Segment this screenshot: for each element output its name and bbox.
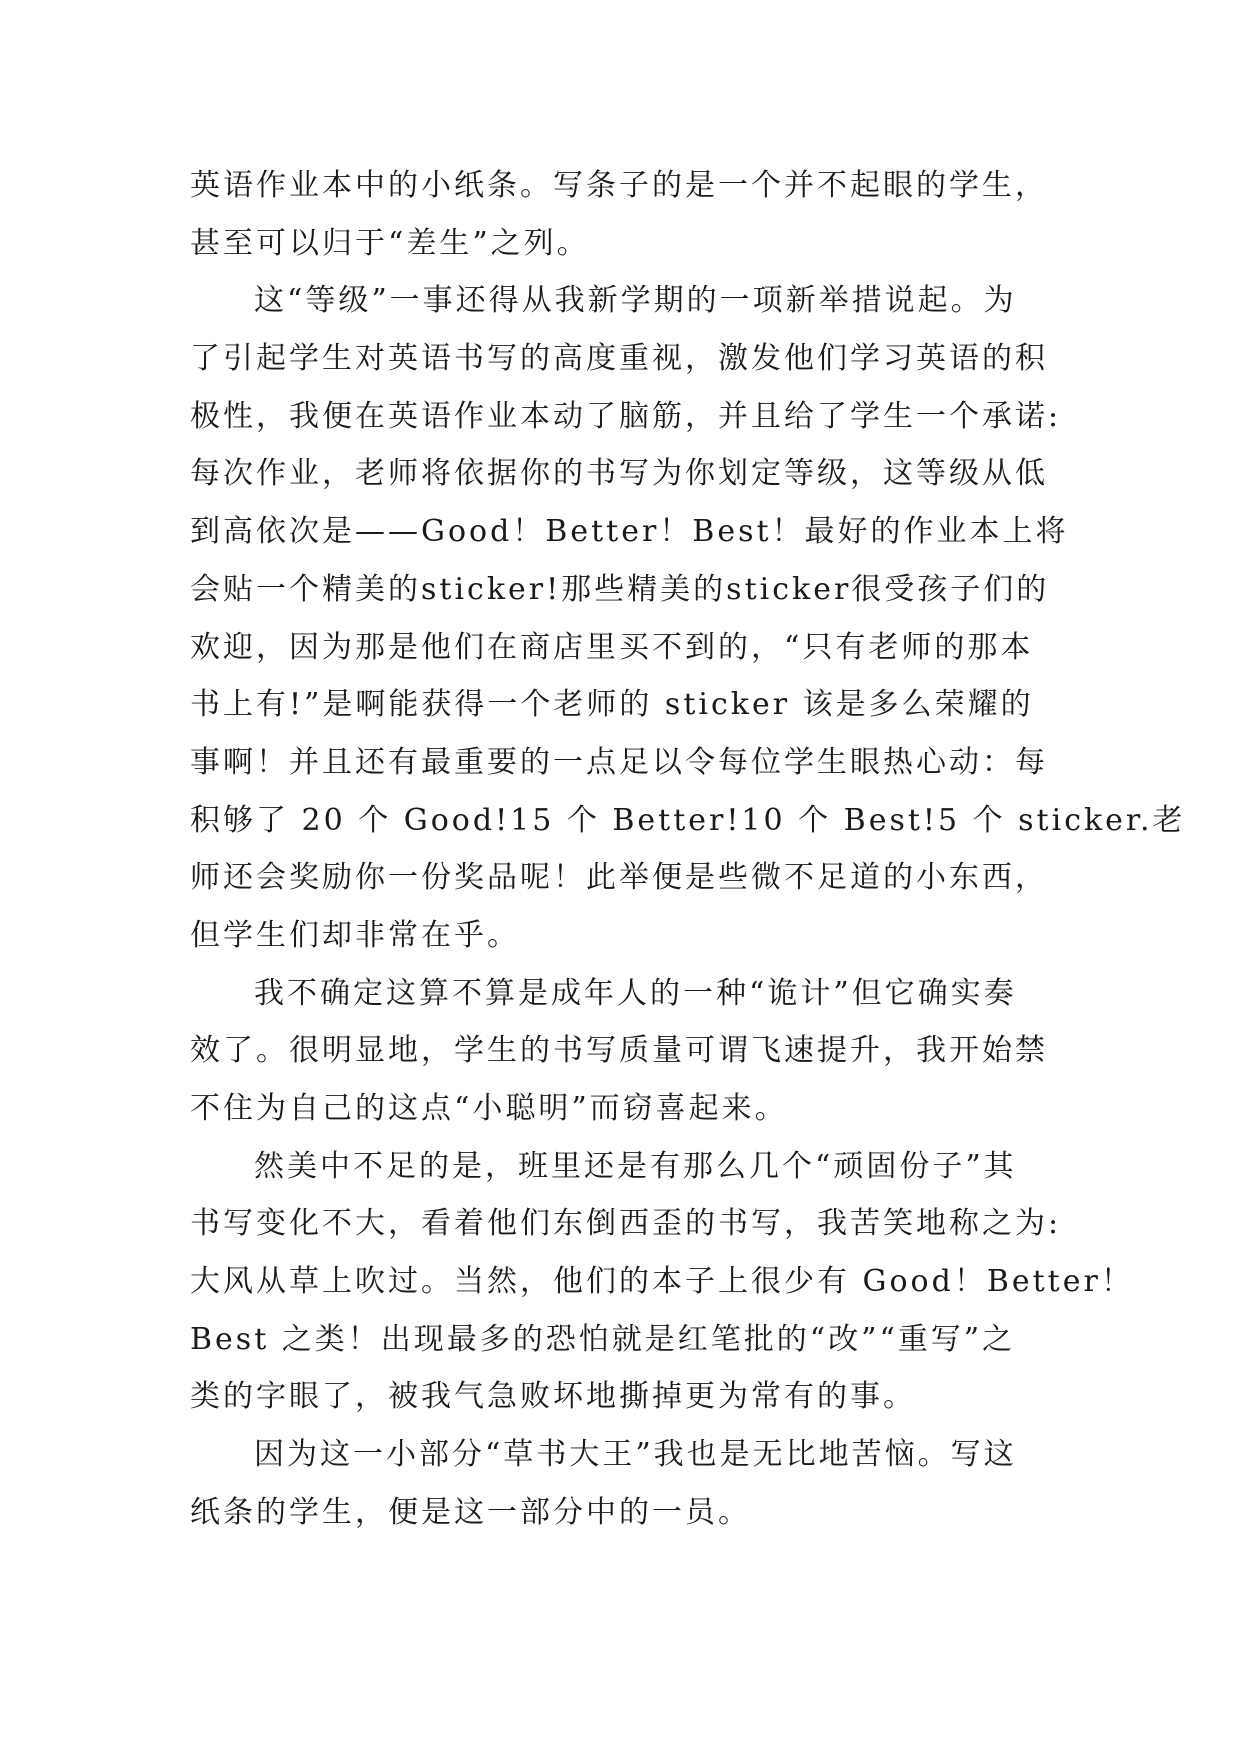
paragraph-start-line: 这“等级”一事还得从我新学期的一项新举措说起。为: [254, 283, 1017, 319]
text-line: 极性，我便在英语作业本动了脑筋，并且给了学生一个承诺:: [190, 398, 1062, 434]
text-line: 事啊！并且还有最重要的一点足以令每位学生眼热心动：每: [190, 744, 1048, 780]
text-line: 效了。很明显地，学生的书写质量可谓飞速提升，我开始禁: [190, 1033, 1048, 1069]
text-line: 类的字眼了，被我气急败坏地撕掉更为常有的事。: [190, 1379, 916, 1415]
text-line: 书写变化不大，看着他们东倒西歪的书写，我苦笑地称之为:: [190, 1206, 1062, 1242]
text-line: Best 之类！出现最多的恐怕就是红笔批的“改”“重写”之: [190, 1321, 1016, 1357]
text-line: 英语作业本中的小纸条。写条子的是一个并不起眼的学生，: [190, 168, 1048, 203]
text-line: 纸条的学生，便是这一部分中的一员。: [190, 1494, 751, 1530]
text-line: 师还会奖励你一份奖品呢！此举便是些微不足道的小东西，: [190, 860, 1048, 896]
paragraph-start-line: 因为这一小部分“草书大王”我也是无比地苦恼。写这: [254, 1437, 1017, 1473]
text-line: 欢迎，因为那是他们在商店里买不到的，“只有老师的那本: [190, 629, 1034, 665]
text-line: 但学生们却非常在乎。: [190, 917, 520, 953]
text-line: 了引起学生对英语书写的高度重视，激发他们学习英语的积: [190, 341, 1048, 377]
text-line: 每次作业，老师将依据你的书写为你划定等级，这等级从低: [190, 456, 1048, 492]
text-line: 大风从草上吹过。当然，他们的本子上很少有 Good！Better！: [190, 1264, 1134, 1300]
paragraph-start-line: 然美中不足的是，班里还是有那么几个“顽固份子”其: [254, 1148, 1017, 1184]
text-line: 甚至可以归于“差生”之列。: [190, 225, 590, 261]
text-line: 到高依次是——Good！Better！Best！最好的作业本上将: [190, 514, 1069, 550]
paragraph-start-line: 我不确定这算不算是成年人的一种“诡计”但它确实奏: [254, 975, 1017, 1011]
document-body: [190, 157, 1186, 1542]
text-line: 会贴一个精美的sticker!那些精美的sticker很受孩子们的: [190, 571, 1050, 607]
text-line: 不住为自己的这点“小聪明”而窃喜起来。: [190, 1091, 788, 1126]
text-line: 积够了 20 个 Good!15 个 Better!10 个 Best!5 个 sticker.老: [190, 802, 1186, 838]
text-line: 书上有!”是啊能获得一个老师的 sticker 该是多么荣耀的: [190, 687, 1034, 723]
